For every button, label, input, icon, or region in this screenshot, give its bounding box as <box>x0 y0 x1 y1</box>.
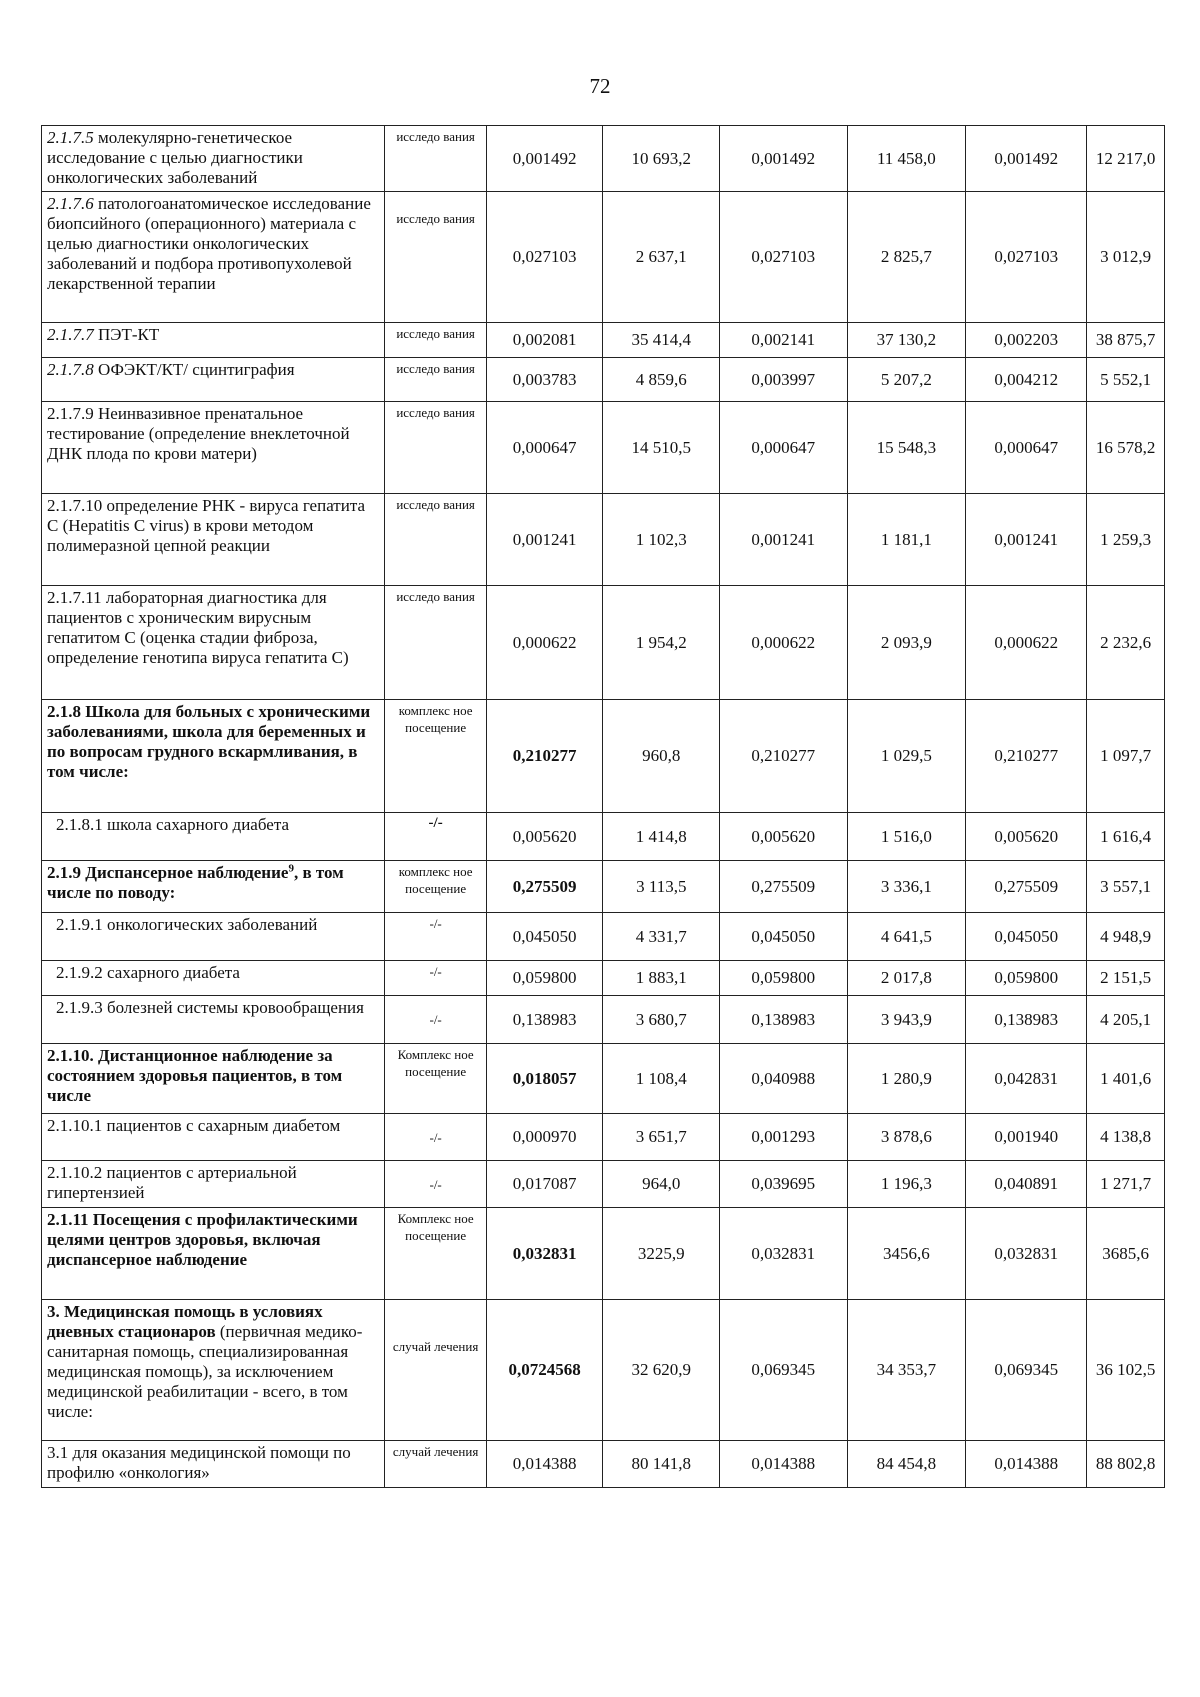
value-cell: 10 693,2 <box>603 126 720 192</box>
value-cell: 4 948,9 <box>1087 913 1165 961</box>
row-unit: исследо вания <box>385 358 487 402</box>
table-row <box>42 494 1165 586</box>
value-cell: 960,8 <box>603 700 720 813</box>
value-cell: 0,045050 <box>720 913 847 961</box>
table-row <box>42 1161 1165 1208</box>
value-cell: 0,003783 <box>486 358 603 402</box>
value-cell: 0,027103 <box>720 192 847 323</box>
value-cell: 0,138983 <box>966 996 1087 1044</box>
value-cell: 34 353,7 <box>847 1300 966 1441</box>
row-unit: -/- <box>385 1114 487 1161</box>
value-cell: 0,210277 <box>966 700 1087 813</box>
value-cell: 1 954,2 <box>603 586 720 700</box>
value-cell: 0,001241 <box>486 494 603 586</box>
value-cell: 0,275509 <box>486 861 603 913</box>
value-cell: 0,275509 <box>966 861 1087 913</box>
value-cell: 0,003997 <box>720 358 847 402</box>
value-cell: 0,004212 <box>966 358 1087 402</box>
value-cell: 0,000622 <box>720 586 847 700</box>
table-row <box>42 358 1165 402</box>
value-cell: 3 336,1 <box>847 861 966 913</box>
value-cell: 0,002203 <box>966 323 1087 358</box>
table-row <box>42 1300 1165 1441</box>
value-cell: 0,040988 <box>720 1044 847 1114</box>
value-cell: 1 401,6 <box>1087 1044 1165 1114</box>
value-cell: 1 414,8 <box>603 813 720 861</box>
value-cell: 1 271,7 <box>1087 1161 1165 1208</box>
table-row <box>42 192 1165 323</box>
value-cell: 0,045050 <box>486 913 603 961</box>
value-cell: 0,001293 <box>720 1114 847 1161</box>
value-cell: 0,001492 <box>966 126 1087 192</box>
value-cell: 0,001492 <box>720 126 847 192</box>
row-label: 2.1.9 Диспансерное наблюдение$^9$, в том числе по поводу: <box>42 861 385 913</box>
value-cell: 3225,9 <box>603 1208 720 1300</box>
value-cell: 1 259,3 <box>1087 494 1165 586</box>
row-label: 3.1 для оказания медицинской помощи по профилю «онкология» <box>42 1441 385 1488</box>
row-unit: случай лечения <box>385 1441 487 1488</box>
value-cell: 88 802,8 <box>1087 1441 1165 1488</box>
row-unit: Комплекс ное посещение <box>385 1044 487 1114</box>
value-cell: 0,000647 <box>966 402 1087 494</box>
row-label: 2.1.9.1 онкологических заболеваний <box>42 913 385 961</box>
value-cell: 0,005620 <box>486 813 603 861</box>
value-cell: 2 232,6 <box>1087 586 1165 700</box>
value-cell: 0,069345 <box>966 1300 1087 1441</box>
row-label: 2.1.7.11 лабораторная диагностика для пациентов с хроническим вирусным гепатитом С (оценка стадии фиброза, определение генотипа вируса гепатита С) <box>42 586 385 700</box>
value-cell: 0,001241 <box>720 494 847 586</box>
row-label: 2.1.8 Школа для больных с хроническими заболеваниями, школа для беременных и по вопросам грудного вскармливания, в том числе: <box>42 700 385 813</box>
row-label: 2.1.10.1 пациентов с сахарным диабетом <box>42 1114 385 1161</box>
value-cell: 0,069345 <box>720 1300 847 1441</box>
value-cell: 14 510,5 <box>603 402 720 494</box>
row-unit: -/- <box>385 813 487 861</box>
row-unit: -/- <box>385 961 487 996</box>
value-cell: 0,040891 <box>966 1161 1087 1208</box>
row-label: 2.1.7.10 определение РНК - вируса гепатита С (Hepatitis C virus) в крови методом полимеразной цепной реакции <box>42 494 385 586</box>
value-cell: 0,059800 <box>966 961 1087 996</box>
value-cell: 16 578,2 <box>1087 402 1165 494</box>
value-cell: 3 943,9 <box>847 996 966 1044</box>
value-cell: 1 883,1 <box>603 961 720 996</box>
value-cell: 2 825,7 <box>847 192 966 323</box>
value-cell: 2 151,5 <box>1087 961 1165 996</box>
value-cell: 1 280,9 <box>847 1044 966 1114</box>
value-cell: 80 141,8 <box>603 1441 720 1488</box>
value-cell: 1 181,1 <box>847 494 966 586</box>
value-cell: 1 108,4 <box>603 1044 720 1114</box>
value-cell: 5 552,1 <box>1087 358 1165 402</box>
row-unit: комплекс ное посещение <box>385 861 487 913</box>
value-cell: 5 207,2 <box>847 358 966 402</box>
value-cell: 2 093,9 <box>847 586 966 700</box>
value-cell: 36 102,5 <box>1087 1300 1165 1441</box>
value-cell: 0,039695 <box>720 1161 847 1208</box>
value-cell: 964,0 <box>603 1161 720 1208</box>
value-cell: 1 102,3 <box>603 494 720 586</box>
row-unit: исследо вания <box>385 494 487 586</box>
table-row <box>42 126 1165 192</box>
value-cell: 37 130,2 <box>847 323 966 358</box>
value-cell: 4 138,8 <box>1087 1114 1165 1161</box>
value-cell: 0,000622 <box>966 586 1087 700</box>
value-cell: 0,001492 <box>486 126 603 192</box>
row-label: 2.1.7.7 ПЭТ-КТ <box>42 323 385 358</box>
row-unit: исследо вания <box>385 586 487 700</box>
value-cell: 0,000647 <box>720 402 847 494</box>
value-cell: 0,000970 <box>486 1114 603 1161</box>
row-label: 2.1.8.1 школа сахарного диабета <box>42 813 385 861</box>
value-cell: 32 620,9 <box>603 1300 720 1441</box>
row-unit: исследо вания <box>385 126 487 192</box>
value-cell: 0,027103 <box>486 192 603 323</box>
row-unit: -/- <box>385 1161 487 1208</box>
value-cell: 0,018057 <box>486 1044 603 1114</box>
value-cell: 3456,6 <box>847 1208 966 1300</box>
value-cell: 0,002141 <box>720 323 847 358</box>
table-row <box>42 1114 1165 1161</box>
value-cell: 15 548,3 <box>847 402 966 494</box>
row-unit: -/- <box>385 996 487 1044</box>
table-row <box>42 996 1165 1044</box>
value-cell: 0,042831 <box>966 1044 1087 1114</box>
value-cell: 3 557,1 <box>1087 861 1165 913</box>
value-cell: 0,001940 <box>966 1114 1087 1161</box>
row-label: 2.1.10.2 пациентов с артериальной гипертензией <box>42 1161 385 1208</box>
row-label: 2.1.7.8 ОФЭКТ/КТ/ сцинтиграфия <box>42 358 385 402</box>
value-cell: 0,002081 <box>486 323 603 358</box>
value-cell: 12 217,0 <box>1087 126 1165 192</box>
value-cell: 0,059800 <box>486 961 603 996</box>
table-row <box>42 323 1165 358</box>
value-cell: 3685,6 <box>1087 1208 1165 1300</box>
value-cell: 0,000622 <box>486 586 603 700</box>
row-unit: исследо вания <box>385 192 487 323</box>
value-cell: 0,210277 <box>720 700 847 813</box>
table-row <box>42 1208 1165 1300</box>
value-cell: 0,000647 <box>486 402 603 494</box>
table-row <box>42 700 1165 813</box>
table-row <box>42 861 1165 913</box>
value-cell: 38 875,7 <box>1087 323 1165 358</box>
value-cell: 0,017087 <box>486 1161 603 1208</box>
tariff-table <box>41 125 1165 1488</box>
value-cell: 0,032831 <box>486 1208 603 1300</box>
value-cell: 0,032831 <box>720 1208 847 1300</box>
value-cell: 1 097,7 <box>1087 700 1165 813</box>
value-cell: 0,045050 <box>966 913 1087 961</box>
row-label: 2.1.7.6 патологоанатомическое исследование биопсийного (операционного) материала с целью диагностики онкологических заболеваний и подбора противопухолевой лекарственной терапии <box>42 192 385 323</box>
value-cell: 3 113,5 <box>603 861 720 913</box>
row-unit: исследо вания <box>385 323 487 358</box>
value-cell: 1 516,0 <box>847 813 966 861</box>
value-cell: 0,014388 <box>966 1441 1087 1488</box>
row-unit: случай лечения <box>385 1300 487 1441</box>
value-cell: 0,138983 <box>720 996 847 1044</box>
value-cell: 3 878,6 <box>847 1114 966 1161</box>
row-unit: комплекс ное посещение <box>385 700 487 813</box>
value-cell: 0,275509 <box>720 861 847 913</box>
value-cell: 0,0724568 <box>486 1300 603 1441</box>
value-cell: 0,027103 <box>966 192 1087 323</box>
value-cell: 4 205,1 <box>1087 996 1165 1044</box>
value-cell: 0,005620 <box>966 813 1087 861</box>
table-row <box>42 586 1165 700</box>
row-label: 2.1.9.3 болезней системы кровообращения <box>42 996 385 1044</box>
value-cell: 0,059800 <box>720 961 847 996</box>
table-row <box>42 1044 1165 1114</box>
value-cell: 0,138983 <box>486 996 603 1044</box>
value-cell: 3 012,9 <box>1087 192 1165 323</box>
value-cell: 4 641,5 <box>847 913 966 961</box>
value-cell: 0,014388 <box>486 1441 603 1488</box>
row-label: 2.1.11 Посещения с профилактическими целями центров здоровья, включая диспансерное наблюдение <box>42 1208 385 1300</box>
table-row <box>42 913 1165 961</box>
value-cell: 11 458,0 <box>847 126 966 192</box>
value-cell: 3 651,7 <box>603 1114 720 1161</box>
row-unit: Комплекс ное посещение <box>385 1208 487 1300</box>
row-label: 3. Медицинская помощь в условиях дневных стационаров (первичная медико-санитарная помощь, специализированная медицинская помощь), за исключением медицинской реабилитации - всего, в том числе: <box>42 1300 385 1441</box>
value-cell: 2 637,1 <box>603 192 720 323</box>
value-cell: 0,014388 <box>720 1441 847 1488</box>
row-label: 2.1.7.5 молекулярно-генетическое исследование с целью диагностики онкологических заболеваний <box>42 126 385 192</box>
table-row <box>42 961 1165 996</box>
table-row <box>42 1441 1165 1488</box>
value-cell: 0,001241 <box>966 494 1087 586</box>
row-label: 2.1.9.2 сахарного диабета <box>42 961 385 996</box>
value-cell: 0,210277 <box>486 700 603 813</box>
table-row <box>42 402 1165 494</box>
value-cell: 4 331,7 <box>603 913 720 961</box>
value-cell: 0,005620 <box>720 813 847 861</box>
value-cell: 1 196,3 <box>847 1161 966 1208</box>
page-number: 72 <box>589 74 611 98</box>
value-cell: 84 454,8 <box>847 1441 966 1488</box>
value-cell: 3 680,7 <box>603 996 720 1044</box>
value-cell: 4 859,6 <box>603 358 720 402</box>
row-unit: исследо вания <box>385 402 487 494</box>
row-unit: -/- <box>385 913 487 961</box>
value-cell: 1 616,4 <box>1087 813 1165 861</box>
row-label: 2.1.10. Дистанционное наблюдение за состоянием здоровья пациентов, в том числе <box>42 1044 385 1114</box>
value-cell: 1 029,5 <box>847 700 966 813</box>
value-cell: 0,032831 <box>966 1208 1087 1300</box>
table-row <box>42 813 1165 861</box>
row-label: 2.1.7.9 Неинвазивное пренатальное тестирование (определение внеклеточной ДНК плода по крови матери) <box>42 402 385 494</box>
value-cell: 2 017,8 <box>847 961 966 996</box>
value-cell: 35 414,4 <box>603 323 720 358</box>
